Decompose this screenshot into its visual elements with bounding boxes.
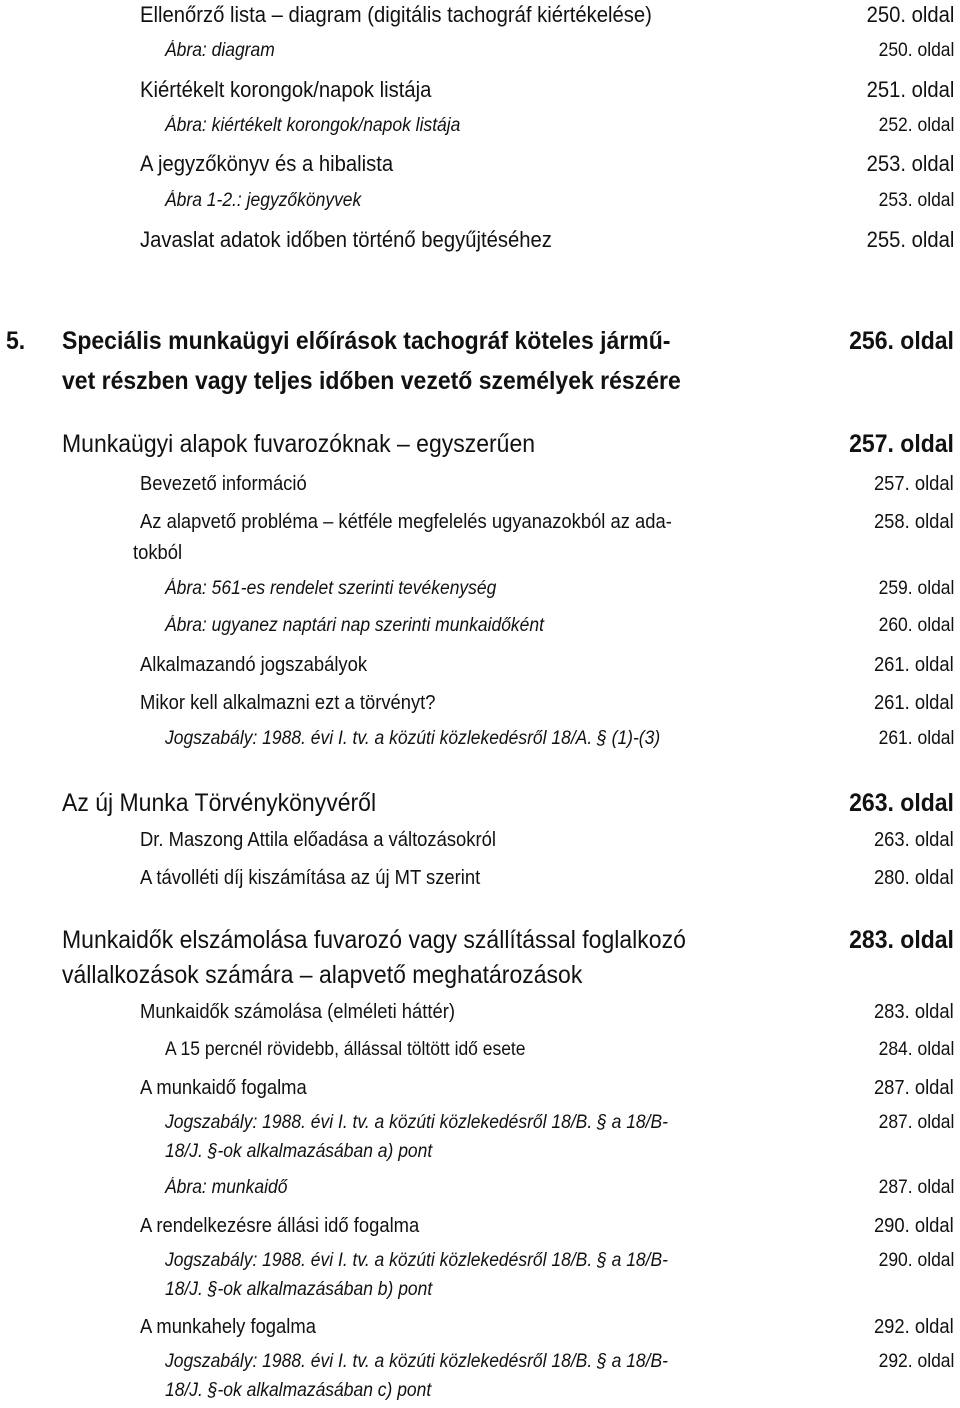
toc-entry-page: 261. oldal — [874, 654, 954, 676]
toc-section-title-line-2: vállalkozások számára – alapvető meghatározások — [62, 961, 583, 989]
toc-entry-title: Dr. Maszong Attila előadása a változásokról — [140, 829, 496, 851]
toc-entry-page: 250. oldal — [866, 2, 954, 27]
toc-chapter-title-line-2: vet részben vagy teljes időben vezető személyek részére — [62, 367, 681, 395]
toc-entry-page: 287. oldal — [878, 1112, 954, 1133]
toc-entry-page: 255. oldal — [866, 227, 954, 252]
toc-entry-title: A jegyzőkönyv és a hibalista — [140, 151, 394, 176]
toc-entry-page: 287. oldal — [874, 1077, 954, 1099]
toc-entry-title: A rendelkezésre állási idő fogalma — [140, 1215, 420, 1237]
toc-entry-page: 290. oldal — [878, 1250, 954, 1271]
toc-entry-title: Ábra: diagram — [165, 40, 275, 61]
toc-entry-page: 283. oldal — [874, 1001, 954, 1023]
toc-entry-title: Munkaidők számolása (elméleti háttér) — [140, 1001, 455, 1023]
toc-entry-page: 256. oldal — [849, 327, 954, 355]
toc-entry-page: 292. oldal — [874, 1316, 954, 1338]
toc-entry-title-line-1: Jogszabály: 1988. évi I. tv. a közúti közlekedésről 18/B. § a 18/B- — [165, 1351, 668, 1372]
toc-entry-page: 284. oldal — [878, 1039, 954, 1060]
toc-entry-page: 263. oldal — [849, 789, 954, 817]
toc-entry-title: A munkaidő fogalma — [140, 1077, 307, 1099]
chapter-number: 5. — [6, 327, 26, 355]
toc-entry-title: Kiértékelt korongok/napok listája — [140, 77, 432, 102]
toc-entry-title: Jogszabály: 1988. évi I. tv. a közúti közlekedésről 18/A. § (1)-(3) — [165, 728, 661, 749]
toc-entry-page: 259. oldal — [878, 578, 954, 599]
toc-entry-page: 253. oldal — [878, 190, 954, 211]
toc-entry-page: 261. oldal — [874, 692, 954, 714]
toc-entry-title-line-1: Az alapvető probléma – kétféle megfelelés ugyanazokból az ada- — [140, 511, 672, 533]
toc-entry-title-line-2: 18/J. §-ok alkalmazásában a) pont — [165, 1141, 433, 1162]
toc-section-title: Az új Munka Törvénykönyvéről — [62, 789, 377, 817]
toc-entry-page: 251. oldal — [866, 77, 954, 102]
toc-entry-page: 252. oldal — [878, 115, 954, 136]
toc-entry-title: Ábra: 561-es rendelet szerinti tevékenység — [165, 578, 497, 599]
toc-entry-title: Ábra 1-2.: jegyzőkönyvek — [165, 190, 362, 211]
toc-entry-title: A távolléti díj kiszámítása az új MT szerint — [140, 867, 481, 889]
toc-entry-page: 290. oldal — [874, 1215, 954, 1237]
toc-entry-title: Javaslat adatok időben történő begyűjtéséhez — [140, 227, 552, 252]
toc-entry-title-line-1: Jogszabály: 1988. évi I. tv. a közúti közlekedésről 18/B. § a 18/B- — [165, 1112, 668, 1133]
toc-entry-title: Bevezető információ — [140, 473, 307, 495]
toc-entry-title: Mikor kell alkalmazni ezt a törvényt? — [140, 692, 436, 714]
toc-entry-page: 250. oldal — [878, 40, 954, 61]
toc-entry-page: 260. oldal — [878, 615, 954, 636]
toc-entry-title-line-2: 18/J. §-ok alkalmazásában b) pont — [165, 1279, 433, 1300]
toc-entry-page: 283. oldal — [849, 926, 954, 954]
toc-entry-title-line-1: Jogszabály: 1988. évi I. tv. a közúti közlekedésről 18/B. § a 18/B- — [165, 1250, 668, 1271]
toc-entry-page: 257. oldal — [874, 473, 954, 495]
toc-section-title: Munkaügyi alapok fuvarozóknak – egyszerűen — [62, 430, 536, 458]
toc-entry-page: 257. oldal — [849, 430, 954, 458]
toc-entry-title: A munkahely fogalma — [140, 1316, 316, 1338]
toc-section-title-line-1: Munkaidők elszámolása fuvarozó vagy szállítással foglalkozó — [62, 926, 686, 954]
toc-entry-title-line-2: 18/J. §-ok alkalmazásában c) pont — [165, 1380, 432, 1401]
toc-entry-page: 261. oldal — [878, 728, 954, 749]
toc-entry-title: Ábra: ugyanez naptári nap szerinti munkaidőként — [165, 615, 544, 636]
toc-chapter-title-line-1: Speciális munkaügyi előírások tachográf köteles jármű- — [62, 327, 671, 355]
toc-entry-page: 292. oldal — [878, 1351, 954, 1372]
toc-entry-title: Alkalmazandó jogszabályok — [140, 654, 368, 676]
toc-entry-title: A 15 percnél rövidebb, állással töltött idő esete — [165, 1039, 526, 1060]
toc-entry-title: Ábra: munkaidő — [165, 1177, 288, 1198]
toc-entry-title-line-2: tokból — [133, 542, 183, 564]
toc-entry-page: 280. oldal — [874, 867, 954, 889]
toc-entry-title: Ellenőrző lista – diagram (digitális tachográf kiértékelése) — [140, 2, 652, 27]
toc-entry-page: 287. oldal — [878, 1177, 954, 1198]
toc-entry-page: 253. oldal — [866, 151, 954, 176]
toc-entry-page: 263. oldal — [874, 829, 954, 851]
toc-entry-page: 258. oldal — [874, 511, 954, 533]
toc-entry-title: Ábra: kiértékelt korongok/napok listája — [165, 115, 461, 136]
